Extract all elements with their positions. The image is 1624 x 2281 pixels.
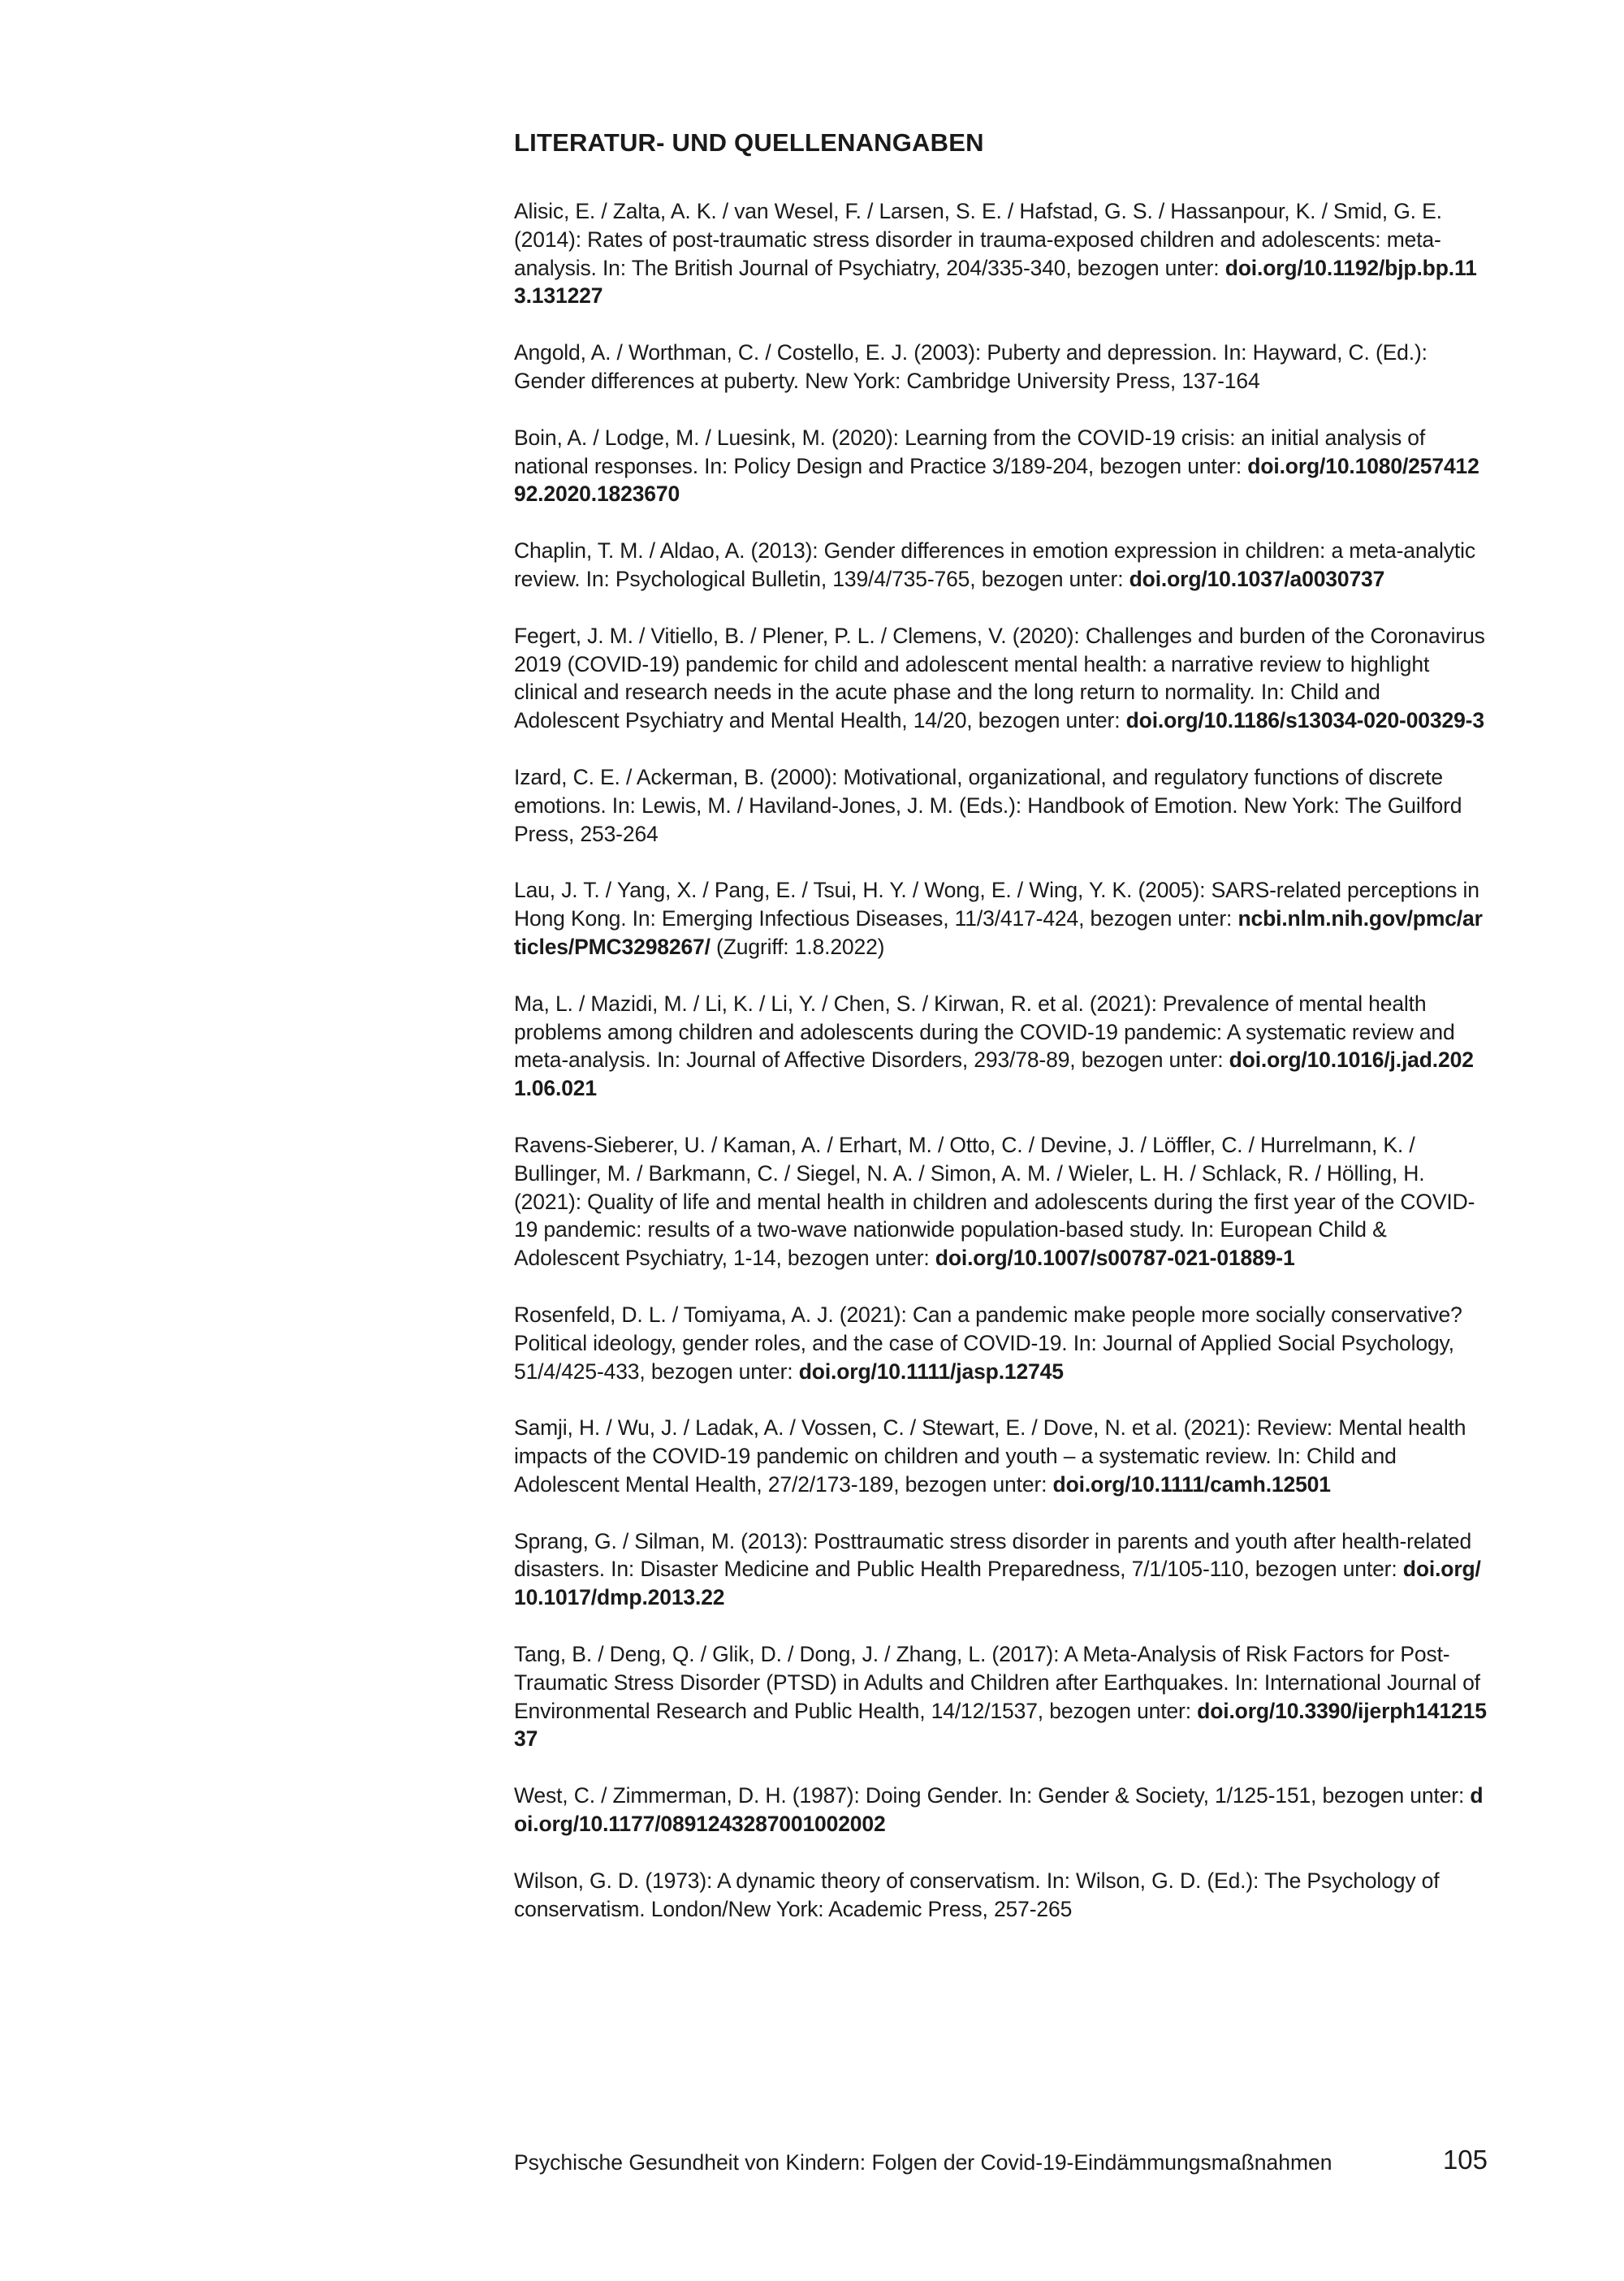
reference-text: Fegert, J. M. / Vitiello, B. / Plener, P. L. / Clemens, V. (2020): Challenges and burden of the Coronavirus 2019 (COVID-19) pandemic for child and adolescent mental health: a narrative review to highlight clinical and research needs in the acute phase and the long return to normality. In: Child and Adolescent Psychiatry and Mental Health, 14/20, bezogen unter: xyxy=(514,623,1485,733)
reference-item xyxy=(514,537,1488,594)
reference-item xyxy=(514,1131,1488,1272)
reference-link[interactable]: doi.org/10.1111/camh.12501 xyxy=(1052,1471,1331,1497)
reference-item xyxy=(514,424,1488,508)
reference-text: Tang, B. / Deng, Q. / Glik, D. / Dong, J. / Zhang, L. (2017): A Meta-Analysis of Risk Factors for Post-Traumatic Stress Disorder (PTSD) in Adults and Children after Earthquakes. In: International Journal of Environmental Research and Public Health, 14/12/1537, bezogen unter: xyxy=(514,1642,1480,1723)
reference-link[interactable]: doi.org/10.1037/a0030737 xyxy=(1129,566,1385,591)
reference-item xyxy=(514,990,1488,1103)
reference-item xyxy=(514,1782,1488,1838)
reference-link[interactable]: doi.org/10.1080/25741292.2020.1823670 xyxy=(514,453,1479,507)
reference-suffix: (Zugriff: 1.8.2022) xyxy=(710,934,885,959)
reference-link[interactable]: doi.org/10.3390/ijerph14121537 xyxy=(514,1698,1487,1752)
reference-text: Chaplin, T. M. / Aldao, A. (2013): Gender differences in emotion expression in children: a meta-analytic review. In: Psychological Bulletin, 139/4/735-765, bezogen unter: xyxy=(514,538,1475,591)
page-title: LITERATUR- UND QUELLENANGABEN xyxy=(514,128,984,157)
reference-text: Wilson, G. D. (1973): A dynamic theory of conservatism. In: Wilson, G. D. (Ed.): The Psychology of conservatism. London/New York: Academic Press, 257-265 xyxy=(514,1868,1440,1921)
reference-item xyxy=(514,763,1488,848)
page-number: 105 xyxy=(1442,2145,1488,2175)
reference-link[interactable]: doi.org/10.1111/jasp.12745 xyxy=(798,1359,1064,1384)
reference-item xyxy=(514,1527,1488,1612)
reference-item xyxy=(514,197,1488,310)
reference-text: Izard, C. E. / Ackerman, B. (2000): Motivational, organizational, and regulatory functions of discrete emotions. In: Lewis, M. / Haviland-Jones, J. M. (Eds.): Handbook of Emotion. New York: The Guilford Press, 253-264 xyxy=(514,764,1462,846)
reference-text: Alisic, E. / Zalta, A. K. / van Wesel, F. / Larsen, S. E. / Hafstad, G. S. / Hassanpour, K. / Smid, G. E. (2014): Rates of post-traumatic stress disorder in trauma-exposed children and adolescents: meta-analysis. In: The British Journal of Psychiatry, 204/335-340, bezogen unter: xyxy=(514,199,1442,280)
reference-text: Boin, A. / Lodge, M. / Luesink, M. (2020): Learning from the COVID-19 crisis: an initial analysis of national responses. In: Policy Design and Practice 3/189-204, bezogen unter: xyxy=(514,425,1426,478)
reference-text: West, C. / Zimmerman, D. H. (1987): Doing Gender. In: Gender & Society, 1/125-151, bezogen unter: xyxy=(514,1783,1471,1808)
reference-item xyxy=(514,339,1488,395)
reference-list xyxy=(514,197,1488,1951)
reference-link[interactable]: doi.org/10.1192/bjp.bp.113.131227 xyxy=(514,255,1477,309)
reference-link[interactable]: doi.org/10.1016/j.jad.2021.06.021 xyxy=(514,1048,1474,1101)
reference-link[interactable]: ncbi.nlm.nih.gov/pmc/articles/PMC3298267/ xyxy=(514,906,1483,959)
reference-link[interactable]: doi.org/10.1186/s13034-020-00329-3 xyxy=(1125,708,1484,733)
reference-item xyxy=(514,1414,1488,1498)
reference-text: Sprang, G. / Silman, M. (2013): Posttraumatic stress disorder in parents and youth after health-related disasters. In: Disaster Medicine and Public Health Preparedness, 7/1/105-110, bezogen unter: xyxy=(514,1528,1472,1582)
reference-link[interactable]: doi.org/10.1177/0891243287001002002 xyxy=(514,1783,1484,1837)
reference-text: Angold, A. / Worthman, C. / Costello, E. J. (2003): Puberty and depression. In: Hayward, C. (Ed.): Gender differences at puberty. New York: Cambridge University Press, 137-164 xyxy=(514,340,1427,393)
reference-text: Lau, J. T. / Yang, X. / Pang, E. / Tsui, H. Y. / Wong, E. / Wing, Y. K. (2005): SARS-related perceptions in Hong Kong. In: Emerging Infectious Diseases, 11/3/417-424, bezogen unter: xyxy=(514,878,1479,931)
reference-item xyxy=(514,876,1488,961)
reference-item xyxy=(514,1867,1488,1924)
reference-item xyxy=(514,622,1488,735)
reference-link[interactable]: doi.org/10.1007/s00787-021-01889-1 xyxy=(935,1246,1295,1271)
reference-text: Samji, H. / Wu, J. / Ladak, A. / Vossen, C. / Stewart, E. / Dove, N. et al. (2021): Review: Mental health impacts of the COVID-19 pandemic on children and youth – a systematic review. In: Child and Adolescent Mental Health, 27/2/173-189, bezogen unter: xyxy=(514,1415,1466,1497)
reference-text: Rosenfeld, D. L. / Tomiyama, A. J. (2021): Can a pandemic make people more socially conservative? Political ideology, gender roles, and the case of COVID-19. In: Journal of Applied Social Psychology, 51/4/425-433, bezogen unter: xyxy=(514,1302,1462,1384)
reference-link[interactable]: doi.org/10.1017/dmp.2013.22 xyxy=(514,1557,1481,1610)
reference-text: Ravens-Sieberer, U. / Kaman, A. / Erhart, M. / Otto, C. / Devine, J. / Löffler, C. / Hurrelmann, K. / Bullinger, M. / Barkmann, C. / Siegel, N. A. / Simon, A. M. / Wieler, L. H. / Schlack, R. / Hölling, H. (2021): Quality of life and mental health in children and adolescents during the first year of the COVID-19 pandemic: results of a two-wave nationwide population-based study. In: European Child & Adolescent Psychiatry, 1-14, bezogen unter: xyxy=(514,1132,1475,1271)
footer-title: Psychische Gesundheit von Kindern: Folgen der Covid-19-Eindämmungsmaßnahmen xyxy=(514,2150,1332,2175)
reference-text: Ma, L. / Mazidi, M. / Li, K. / Li, Y. / Chen, S. / Kirwan, R. et al. (2021): Prevalence of mental health problems among children and adolescents during the COVID-19 pandemic: A systematic review and meta-analysis. In: Journal of Affective Disorders, 293/78-89, bezogen unter: xyxy=(514,991,1455,1073)
reference-item xyxy=(514,1640,1488,1753)
reference-item xyxy=(514,1301,1488,1385)
